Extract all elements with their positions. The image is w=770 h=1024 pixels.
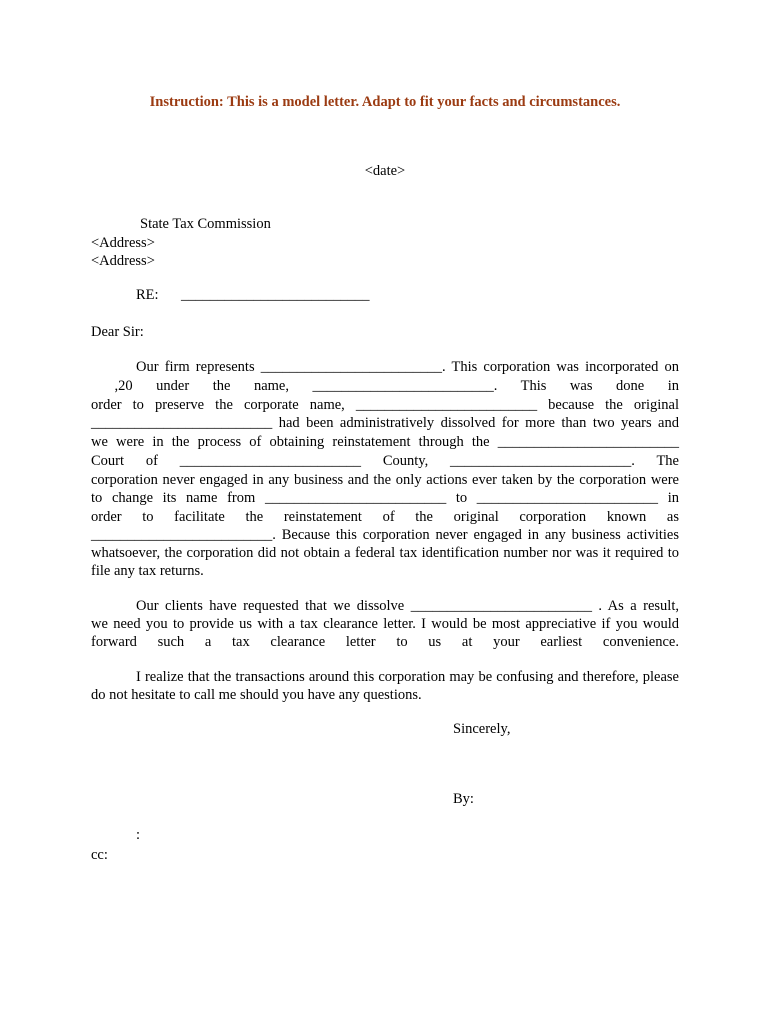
p1-line: we were in the process of obtaining reinstatement through the _________________________: [91, 434, 679, 450]
p3-line: I realize that the transactions around this corporation may be confusing and therefore, please: [136, 669, 679, 685]
p1-line: _________________________ had been administratively dissolved for more than two years and: [91, 415, 679, 431]
p1-line: ,20 under the name, _________________________. This was done in: [91, 378, 679, 394]
recipient-name: State Tax Commission: [140, 216, 271, 232]
signature-by-label: By:: [453, 791, 474, 807]
p1-line: order to preserve the corporate name, _________________________ because the original: [91, 397, 679, 413]
colon-line: :: [136, 827, 141, 843]
recipient-address-2: <Address>: [91, 253, 155, 269]
recipient-address-1: <Address>: [91, 235, 155, 251]
re-blank: __________________________: [181, 287, 370, 303]
p1-line: _________________________. Because this corporation never engaged in any business activities: [91, 527, 679, 543]
p1-line: to change its name from _________________________ to _________________________ in: [91, 490, 679, 506]
p1-line: file any tax returns.: [91, 563, 204, 579]
p2-line: we need you to provide us with a tax clearance letter. I would be most appreciative if you would: [91, 616, 679, 632]
p2-line: forward such a tax clearance letter to us at your earliest convenience.: [91, 634, 679, 650]
p1-line: order to facilitate the reinstatement of the original corporation known as: [91, 509, 679, 525]
date-line: <date>: [364, 163, 406, 179]
re-label: RE:: [136, 287, 159, 303]
salutation: Dear Sir:: [91, 324, 144, 340]
p3-line: do not hesitate to call me should you have any questions.: [91, 687, 422, 703]
p1-line: whatsoever, the corporation did not obtain a federal tax identification number nor was it required to: [91, 545, 679, 561]
closing: Sincerely,: [453, 721, 511, 737]
p1-line: Our firm represents _________________________. This corporation was incorporated on: [136, 359, 679, 375]
p2-line: Our clients have requested that we dissolve _________________________ . As a result,: [136, 598, 679, 614]
p1-line: corporation never engaged in any business and the only actions ever taken by the corporation were: [91, 472, 679, 488]
instruction-heading: Instruction: This is a model letter. Adapt to fit your facts and circumstances.: [149, 94, 621, 110]
p1-line: Court of _________________________ County, _________________________. The: [91, 453, 679, 469]
cc-label: cc:: [91, 847, 108, 863]
